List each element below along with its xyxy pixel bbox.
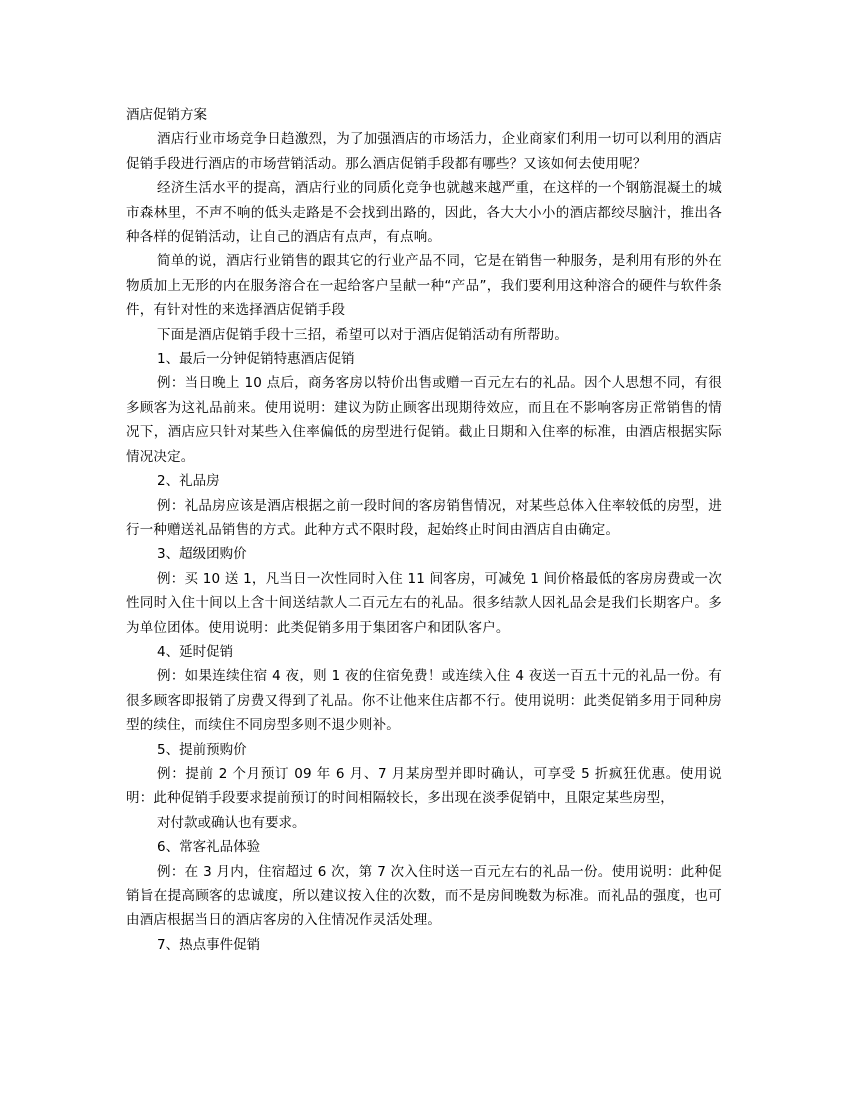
document-title: 酒店促销方案 — [126, 107, 207, 123]
section-body: 例：如果连续住宿 4 夜，则 1 夜的住宿免费！或连续入住 4 夜送一百五十元的礼品一份。有很多顾客即报销了房费又得到了礼品。你不让他来住店都不行。使用说明：此类促销多用于同种房型的续住，而续住不同房型多则不退少则补。 — [126, 668, 722, 734]
section-heading: 2、礼品房 — [157, 473, 220, 490]
section-heading: 7、热点事件促销 — [157, 936, 261, 953]
section-heading: 6、常客礼品体验 — [157, 839, 261, 856]
section-heading: 4、延时促销 — [157, 643, 234, 660]
intro-paragraph: 经济生活水平的提高，酒店行业的同质化竞争也就越来越严重，在这样的一个钢筋混凝土的城市森林里，不声不响的低头走路是不会找到出路的，因此，各大大小小的酒店都绞尽脑汁，推出各种各样的促销活动，让自己的酒店有点声，有点响。 — [126, 180, 722, 246]
intro-paragraph: 简单的说，酒店行业销售的跟其它的行业产品不同，它是在销售一种服务，是利用有形的外在物质加上无形的内在服务溶合在一起给客户呈献一种“产品”，我们要利用这种溶合的硬件与软件条件，有针对性的来选择酒店促销手段 — [126, 253, 722, 319]
section-heading: 3、超级团购价 — [157, 546, 247, 563]
intro-paragraph: 下面是酒店促销手段十三招，希望可以对于酒店促销活动有所帮助。 — [157, 326, 569, 343]
document-page — [126, 103, 722, 957]
section-body: 例：当日晚上 10 点后，商务客房以特价出售或赠一百元左右的礼品。因个人思想不同，有很多顾客为这礼品前来。使用说明：建议为防止顾客出现期待效应，而且在不影响客房正常销售的情况下，酒店应只针对某些入住率偏低的房型进行促销。截止日期和入住率的标准，由酒店根据实际情况决定。 — [126, 375, 722, 465]
section-body: 例：买 10 送 1，凡当日一次性同时入住 11 间客房，可减免 1 间价格最低的客房房费或一次性同时入住十间以上含十间送结款人二百元左右的礼品。很多结款人因礼品会是我们长期客户。多为单位团体。使用说明：此类促销多用于集团客户和团队客户。 — [126, 570, 722, 636]
section-heading: 5、提前预购价 — [157, 741, 247, 758]
section-body: 例：在 3 月内，住宿超过 6 次，第 7 次入住时送一百元左右的礼品一份。使用说明：此种促销旨在提高顾客的忠诚度，所以建议按入住的次数，而不是房间晚数为标准。而礼品的强度，也可由酒店根据当日的酒店客房的入住情况作灵活处理。 — [126, 863, 722, 929]
section-body: 例：提前 2 个月预订 09 年 6 月、7 月某房型并即时确认，可享受 5 折疯狂优惠。使用说明：此种促销手段要求提前预订的时间相隔较长，多出现在淡季促销中，且限定某些房型， — [126, 765, 722, 807]
section-heading: 1、最后一分钟促销特惠酒店促销 — [157, 351, 355, 368]
section-body-tail: 对付款或确认也有要求。 — [157, 814, 306, 831]
section-body: 例：礼品房应该是酒店根据之前一段时间的客房销售情况，对某些总体入住率较低的房型，进行一种赠送礼品销售的方式。此种方式不限时段，起始终止时间由酒店自由确定。 — [126, 497, 722, 538]
intro-paragraph: 酒店行业市场竞争日趋激烈，为了加强酒店的市场活力，企业商家们利用一切可以利用的酒店促销手段进行酒店的市场营销活动。那么酒店促销手段都有哪些？又该如何去使用呢？ — [126, 131, 722, 172]
